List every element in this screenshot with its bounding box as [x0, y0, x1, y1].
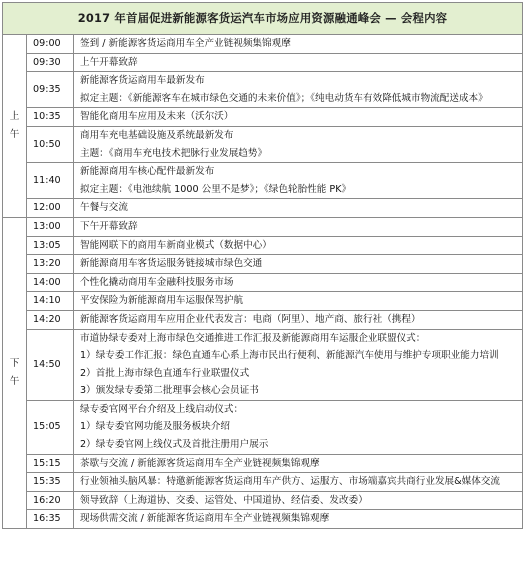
content-line: 行业领袖头脑风暴：特邀新能源客货运商用车产供方、运服方、市场端嘉宾共商行业发展&媒体交流	[80, 476, 501, 488]
period-char: 午	[9, 375, 20, 387]
agenda-row	[3, 491, 523, 510]
content-line: 新能源商用车客货运服务链接城市绿色交通	[80, 258, 263, 270]
time-cell: 10:50	[27, 126, 74, 162]
time-cell: 16:35	[27, 510, 74, 529]
content-cell	[74, 400, 523, 454]
content-cell	[74, 329, 523, 400]
content-line: 3）颁发绿专委第二批理事会核心会员证书	[80, 385, 259, 397]
time-cell: 14:50	[27, 329, 74, 400]
content-cell	[74, 255, 523, 274]
content-cell	[74, 454, 523, 473]
content-cell	[74, 72, 523, 108]
morning-period-label	[3, 35, 27, 218]
content-line: 2）绿专委官网上线仪式及首批注册用户展示	[80, 439, 269, 451]
content-line: 绿专委官网平台介绍及上线启动仪式：	[80, 403, 244, 415]
content-cell	[74, 310, 523, 329]
content-line: 智能网联下的商用车新商业模式（数据中心）	[80, 239, 272, 251]
content-cell	[74, 126, 523, 162]
content-line: 签到 / 新能源客货运商用车全产业链视频集锦观摩	[80, 38, 291, 49]
content-line: 领导致辞（上海道协、交委、运管处、中国道协、经信委、发改委）	[80, 494, 368, 506]
title-row	[3, 3, 523, 35]
content-cell	[74, 163, 523, 199]
content-line: 主题：《商用车充电技术把脉行业发展趋势》	[80, 147, 268, 159]
agenda-table	[2, 2, 523, 529]
content-line: 下午开幕致辞	[80, 220, 138, 232]
content-line: 2）首批上海市绿色直通车行业联盟仪式	[80, 367, 250, 379]
content-line: 智能化商用车应用及未来（沃尔沃）	[80, 111, 234, 123]
agenda-row	[3, 53, 523, 72]
time-cell: 15:15	[27, 454, 74, 473]
agenda-row	[3, 454, 523, 473]
time-cell: 13:05	[27, 236, 74, 255]
content-line: 1）绿专委官网功能及服务板块介绍	[80, 421, 231, 433]
time-cell: 15:05	[27, 400, 74, 454]
content-line: 新能源客货运商用车最新发布	[80, 75, 205, 87]
agenda-row	[3, 292, 523, 311]
time-cell: 16:20	[27, 491, 74, 510]
period-char: 上	[9, 111, 20, 123]
time-cell: 14:10	[27, 292, 74, 311]
time-cell: 15:35	[27, 473, 74, 492]
agenda-row	[3, 126, 523, 162]
content-cell	[74, 35, 523, 54]
time-cell: 09:30	[27, 53, 74, 72]
agenda-row	[3, 255, 523, 274]
agenda-title: 2017 年首届促进新能源客货运汽车市场应用资源融通峰会 — 会程内容	[3, 3, 523, 35]
time-cell: 12:00	[27, 199, 74, 218]
agenda-row	[3, 199, 523, 218]
content-line: 市道协绿专委对上海市绿色交通推进工作汇报及新能源商用车运服企业联盟仪式：	[80, 332, 426, 344]
content-line: 新能源商用车核心配件最新发布	[80, 166, 215, 178]
agenda-row	[3, 72, 523, 108]
content-line: 午餐与交流	[80, 202, 128, 214]
time-cell: 14:00	[27, 273, 74, 292]
content-cell	[74, 273, 523, 292]
agenda-row	[3, 163, 523, 199]
agenda-row	[3, 236, 523, 255]
agenda-row	[3, 510, 523, 529]
content-cell	[74, 108, 523, 127]
period-char: 下	[9, 358, 20, 370]
time-cell: 11:40	[27, 163, 74, 199]
content-line: 拟定主题：《电池续航 1000 公里不是梦》；《绿色轮胎性能 PK》	[80, 183, 352, 195]
content-cell	[74, 510, 523, 529]
time-cell: 10:35	[27, 108, 74, 127]
content-cell	[74, 199, 523, 218]
content-cell	[74, 236, 523, 255]
content-line: 商用车充电基础设施及系统最新发布	[80, 129, 234, 141]
time-cell: 09:00	[27, 35, 74, 54]
content-cell	[74, 473, 523, 492]
content-cell	[74, 217, 523, 236]
agenda-row	[3, 217, 523, 236]
agenda-row	[3, 310, 523, 329]
afternoon-period-label	[3, 217, 27, 528]
agenda-row	[3, 400, 523, 454]
agenda-row	[3, 35, 523, 54]
time-cell: 13:20	[27, 255, 74, 274]
content-line: 1）绿专委工作汇报：绿色直通车心系上海市民出行便利、新能源汽车使用与维护专项职业能力培训	[80, 350, 499, 362]
agenda-row	[3, 273, 523, 292]
content-cell	[74, 491, 523, 510]
time-cell: 14:20	[27, 310, 74, 329]
time-cell: 09:35	[27, 72, 74, 108]
content-cell	[74, 292, 523, 311]
agenda-row	[3, 473, 523, 492]
content-line: 个性化撬动商用车金融科技服务市场	[80, 276, 234, 288]
agenda-row	[3, 108, 523, 127]
content-line: 茶歇与交流 / 新能源客货运商用车全产业链视频集锦观摩	[80, 457, 320, 469]
content-line: 现场供需交流 / 新能源客货运商用车全产业链视频集锦观摩	[80, 513, 330, 525]
content-cell	[74, 53, 523, 72]
agenda-row	[3, 329, 523, 400]
content-line: 上午开幕致辞	[80, 56, 138, 68]
time-cell: 13:00	[27, 217, 74, 236]
content-line: 拟定主题：《新能源客车在城市绿色交通的未来价值》；《纯电动货车有效降低城市物流配送成本》	[80, 92, 488, 104]
content-line: 新能源客货运商用车应用企业代表发言：电商（阿里）、地产商、旅行社（携程）	[80, 313, 421, 325]
content-line: 平安保险为新能源商用车运服保驾护航	[80, 295, 244, 307]
period-char: 午	[9, 128, 20, 140]
